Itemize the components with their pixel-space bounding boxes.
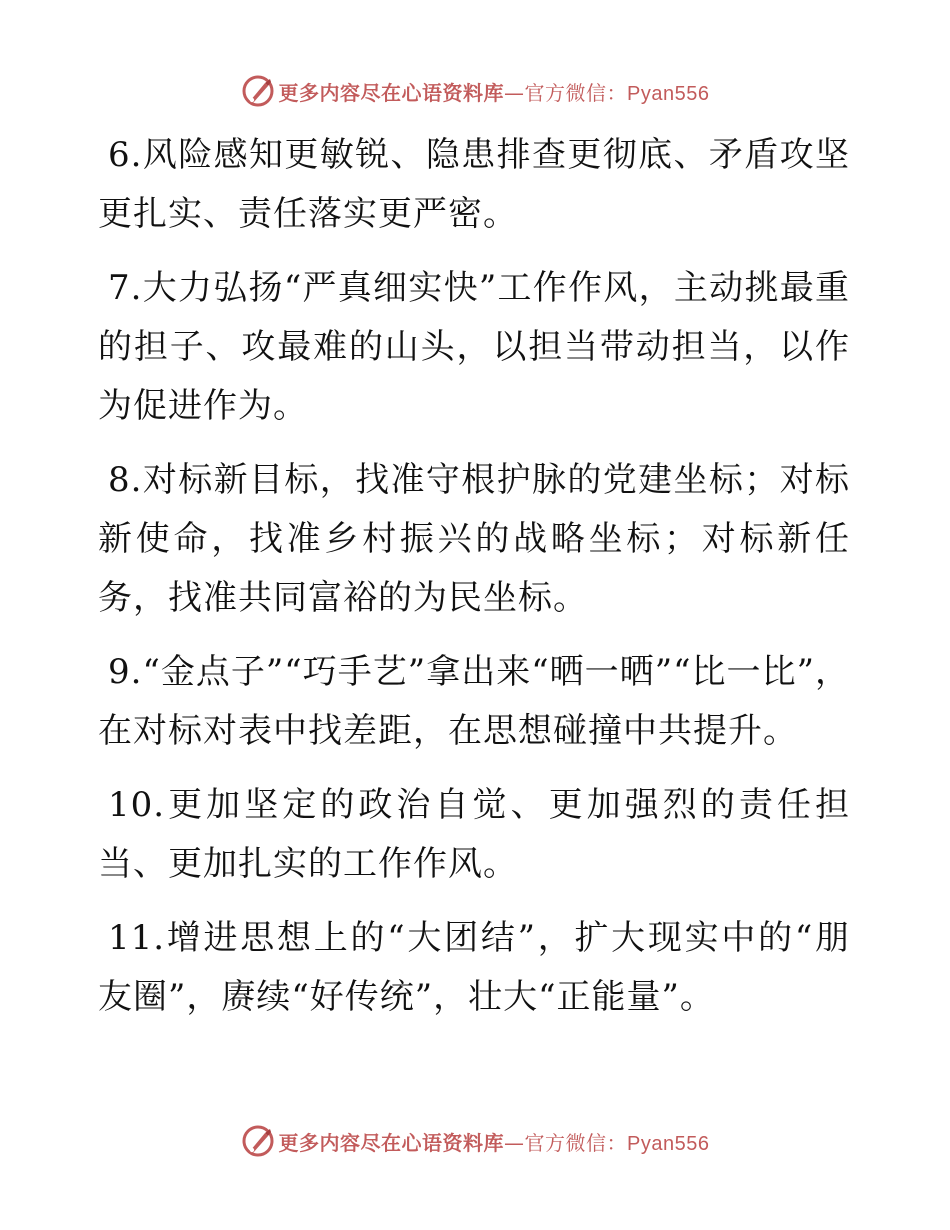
header-label: 官方微信： — [524, 80, 628, 105]
list-item — [98, 909, 850, 1027]
list-item — [98, 776, 850, 894]
item-number: 9. — [108, 652, 143, 692]
item-text: 增进思想上的“大团结”，扩大现实中的“朋友圈”，赓续“好传统”，壮大“正能量”。 — [98, 918, 850, 1017]
item-text: 更加坚定的政治自觉、更加强烈的责任担当、更加扎实的工作作风。 — [98, 785, 850, 884]
item-number: 10. — [108, 785, 166, 825]
quill-logo-icon — [241, 1124, 275, 1158]
header-brand: 更多内容尽在心语资料库 — [278, 80, 505, 105]
header-watermark-text — [279, 77, 710, 106]
header-watermark — [0, 71, 950, 111]
quill-logo-icon — [241, 74, 275, 108]
item-text: 大力弘扬“严真细实快”工作作风，主动挑最重的担子、攻最难的山头，以担当带动担当，以作为促进作为。 — [98, 268, 850, 426]
document-body — [98, 126, 850, 1042]
item-number: 11. — [108, 918, 166, 958]
footer-watermark-text — [279, 1127, 710, 1156]
list-item — [98, 643, 850, 761]
item-number: 7. — [108, 268, 143, 308]
list-item — [98, 259, 850, 436]
item-number: 8. — [108, 460, 143, 500]
item-number: 6. — [108, 135, 143, 175]
footer-brand: 更多内容尽在心语资料库 — [278, 1130, 505, 1155]
header-account: Pyan556 — [627, 82, 710, 105]
list-item — [98, 451, 850, 628]
list-item — [98, 126, 850, 244]
item-text: 对标新目标，找准守根护脉的党建坐标；对标新使命，找准乡村振兴的战略坐标；对标新任务，找准共同富裕的为民坐标。 — [98, 460, 850, 618]
item-text: “金点子”“巧手艺”拿出来“晒一晒”“比一比”，在对标对表中找差距，在思想碰撞中共提升。 — [98, 652, 850, 751]
header-separator: — — [504, 80, 525, 105]
footer-account: Pyan556 — [627, 1132, 710, 1155]
footer-watermark — [0, 1121, 950, 1161]
footer-label: 官方微信： — [524, 1130, 628, 1155]
footer-separator: — — [504, 1130, 525, 1155]
item-text: 风险感知更敏锐、隐患排查更彻底、矛盾攻坚更扎实、责任落实更严密。 — [98, 135, 850, 234]
